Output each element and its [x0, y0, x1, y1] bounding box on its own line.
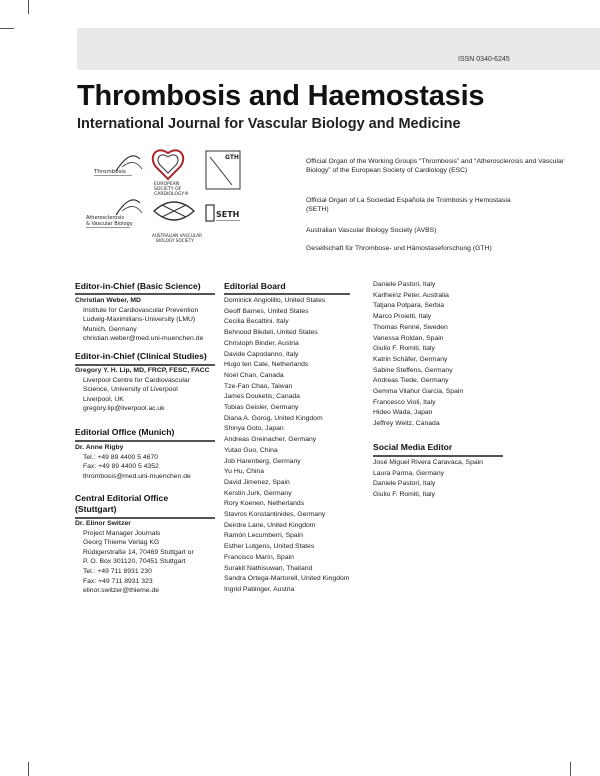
list-item: Hugo ten Cate, Netherlands [224, 361, 309, 369]
list-item: Christoph Binder, Austria [224, 339, 299, 347]
list-item: Karlheinz Peter, Australia [373, 291, 449, 299]
journal-title: Thrombosis and Haemostasis [77, 80, 485, 112]
office-stuttgart-line: Georg Thieme Verlag KG [83, 539, 160, 547]
seth-logo-text: SETH [216, 210, 240, 219]
office-stuttgart-heading-1: Central Editorial Office [75, 493, 169, 503]
list-item: Vanessa Roldan, Spain [373, 334, 444, 342]
list-item: Tobias Geisler, Germany [224, 404, 299, 412]
list-item: Kerstin Jurk, Germany [224, 489, 292, 497]
list-item: Davide Capodanno, Italy [224, 350, 299, 358]
journal-subtitle: International Journal for Vascular Biology and Medicine [77, 116, 461, 132]
office-munich-heading: Editorial Office (Munich) [75, 427, 175, 437]
athero-logo-text-2: & Vascular Biology [86, 221, 133, 227]
list-item: Ramón Lecumberri, Spain [224, 532, 303, 540]
thrombosis-logo-text: Thrombosis [94, 169, 126, 175]
eic-basic-email: christian.weber@med.uni-muenchen.de [83, 335, 204, 343]
list-item: Katrin Schäfer, Germany [373, 355, 448, 363]
list-item: Thomas Renné, Sweden [373, 323, 448, 331]
list-item: Diana A. Gorog, United Kingdom [224, 414, 323, 422]
crop-mark-bottom-left-v [28, 762, 29, 776]
office-stuttgart-block [75, 519, 194, 596]
list-item: Sabine Steffens, Germany [373, 366, 453, 374]
esc-logo-text-1: EUROPEAN [154, 182, 180, 187]
editorial-board-col2 [373, 280, 463, 430]
atherosclerosis-logo [86, 200, 142, 228]
list-item: Surakit Nathisuwan, Thailand [224, 564, 313, 572]
list-item: Shinya Goto, Japan [224, 425, 284, 433]
list-item: Behnood Bikdeli, United States [224, 329, 318, 337]
editorial-board-col1 [224, 296, 349, 596]
list-item: José Miguel Rivera Caravaca, Spain [373, 459, 483, 466]
list-item: Geoff Barnes, United States [224, 307, 309, 315]
esc-logo-text-3: CARDIOLOGY® [154, 192, 189, 197]
list-item: Hideo Wada, Japan [373, 409, 433, 417]
header-band [77, 28, 600, 70]
organ-avbs: Australian Vascular Biology Society (AVBS) [306, 227, 437, 234]
office-munich-line: Fax: +49 89 4400 5 4352 [83, 463, 159, 471]
eic-basic-line: Munich, Germany [83, 325, 137, 333]
organ-esc: Official Organ of the Working Groups “Thrombosis” and “Atherosclerosis and Vascular Biology” of the European Society of Cardiology (ESC) [306, 158, 565, 174]
eic-clinical-name: Gregory Y. H. Lip, MD, FRCP, FESC, FACC [75, 367, 210, 374]
gth-logo [206, 151, 240, 189]
list-item: Francisco Marín, Spain [224, 553, 294, 561]
list-item: Rory Koenen, Netherlands [224, 500, 305, 508]
issn: ISSN 0340-6245 [458, 56, 510, 63]
divider [224, 293, 350, 295]
list-item: Daniele Pastori, Italy [373, 281, 436, 288]
list-item: James Douketis, Canada [224, 393, 300, 401]
athero-logo-text-1: Atherosclerosis [86, 215, 124, 221]
list-item: Giulio F. Romiti, Italy [373, 345, 435, 353]
office-stuttgart-email: elinor.switzer@thieme.de [83, 587, 160, 595]
list-item: Francesco Violi, Italy [373, 398, 436, 406]
society-logos [78, 143, 298, 255]
editorial-board-heading: Editorial Board [224, 281, 286, 291]
avbs-logo [152, 202, 202, 243]
list-item: Gemma Vilahur Garcia, Spain [373, 388, 464, 396]
list-item: Daniele Pastori, Italy [373, 480, 436, 488]
office-stuttgart-heading-2: (Stuttgart) [75, 504, 117, 514]
list-item: Marco Proietti, Italy [373, 313, 432, 321]
eic-basic-block [75, 296, 203, 344]
list-item: Tze-Fan Chao, Taiwan [224, 382, 293, 390]
eic-clinical-block [75, 366, 210, 414]
office-stuttgart-line: Fax: +49 711 8931 323 [83, 577, 153, 585]
office-munich-name: Dr. Anne Rigby [75, 444, 124, 451]
crop-mark-top-left-h [0, 28, 14, 29]
eic-basic-line: Institute for Cardiovascular Prevention [83, 306, 199, 314]
list-item: Sandra Ortega-Martorell, United Kingdom [224, 575, 350, 583]
list-item: Cecilia Becattini, Italy [224, 318, 289, 326]
divider [75, 293, 215, 295]
list-item: Dominick Angiolillo, United States [224, 297, 326, 304]
eic-basic-name: Christian Weber, MD [75, 297, 141, 304]
thrombosis-logo [93, 156, 142, 176]
social-media-list [373, 458, 483, 501]
office-stuttgart-line: P. O. Box 301120, 70451 Stuttgart [83, 558, 186, 566]
gth-logo-text: GTH [225, 154, 239, 161]
organ-seth: Official Organ of La Sociedad Española de Trombosis y Hemostasia (SETH) [306, 197, 511, 213]
list-item: David Jimenez, Spain [224, 478, 290, 486]
crop-mark-bottom-right-v [570, 762, 571, 776]
list-item: Andreas Greinacher, Germany [224, 436, 317, 444]
eic-clinical-heading: Editor-in-Chief (Clinical Studies) [75, 351, 207, 361]
office-stuttgart-line: Tel.: +49 711 8931 230 [83, 567, 152, 575]
office-stuttgart-line: Rüdigerstraße 14, 70469 Stuttgart or [83, 548, 194, 556]
list-item: Yu Hu, China [224, 468, 265, 476]
list-item: Deirdre Lane, United Kingdom [224, 521, 316, 529]
list-item: Laura Parma, Germany [373, 469, 445, 477]
list-item: Giulio F. Romiti, Italy [373, 491, 435, 499]
divider [75, 440, 215, 442]
list-item: Stavros Konstantinides, Germany [224, 511, 326, 519]
avbs-logo-text-1: AUSTRALIAN VASCULAR [152, 233, 202, 238]
list-item: Tatjana Potpara, Serbia [373, 302, 445, 310]
list-item: Ingrid Pabinger, Austria [224, 585, 295, 593]
esc-logo [153, 150, 189, 197]
organ-gth: Gesellschaft für Thrombose- und Hämostaseforschung (GTH) [306, 245, 492, 252]
list-item: Esther Lutgens, United States [224, 543, 315, 551]
office-munich-email: thrombosis@med.uni-muenchen.de [83, 472, 191, 480]
eic-clinical-line: Science, University of Liverpool [83, 386, 178, 394]
divider [373, 455, 503, 457]
eic-clinical-line: Liverpool Centre for Cardiovascular [83, 376, 190, 384]
office-munich-block [75, 443, 191, 481]
office-munich-line: Tel.: +49 89 4400 5 4670 [83, 453, 159, 461]
social-media-heading: Social Media Editor [373, 442, 453, 452]
list-item: Jeffrey Weitz, Canada [373, 420, 440, 428]
crop-mark-top-left-v [28, 0, 29, 14]
avbs-logo-text-2: BIOLOGY SOCIETY [156, 238, 194, 243]
seth-logo [206, 205, 240, 221]
eic-basic-heading: Editor-in-Chief (Basic Science) [75, 281, 201, 291]
list-item: Noel Chan, Canada [224, 371, 284, 379]
office-stuttgart-line: Project Manager Journals [83, 529, 161, 537]
eic-clinical-email: gregory.lip@liverpool.ac.uk [83, 405, 165, 413]
list-item: Job Harenberg, Germany [224, 457, 301, 465]
list-item: Yutao Guo, China [224, 446, 278, 454]
list-item: Andreas Tiede, Germany [373, 377, 449, 385]
eic-clinical-line: Liverpool, UK [83, 395, 124, 403]
eic-basic-line: Ludwig-Maximilians-University (LMU) [83, 316, 196, 324]
esc-logo-text-2: SOCIETY OF [154, 187, 182, 192]
office-stuttgart-name: Dr. Elinor Switzer [75, 520, 131, 527]
